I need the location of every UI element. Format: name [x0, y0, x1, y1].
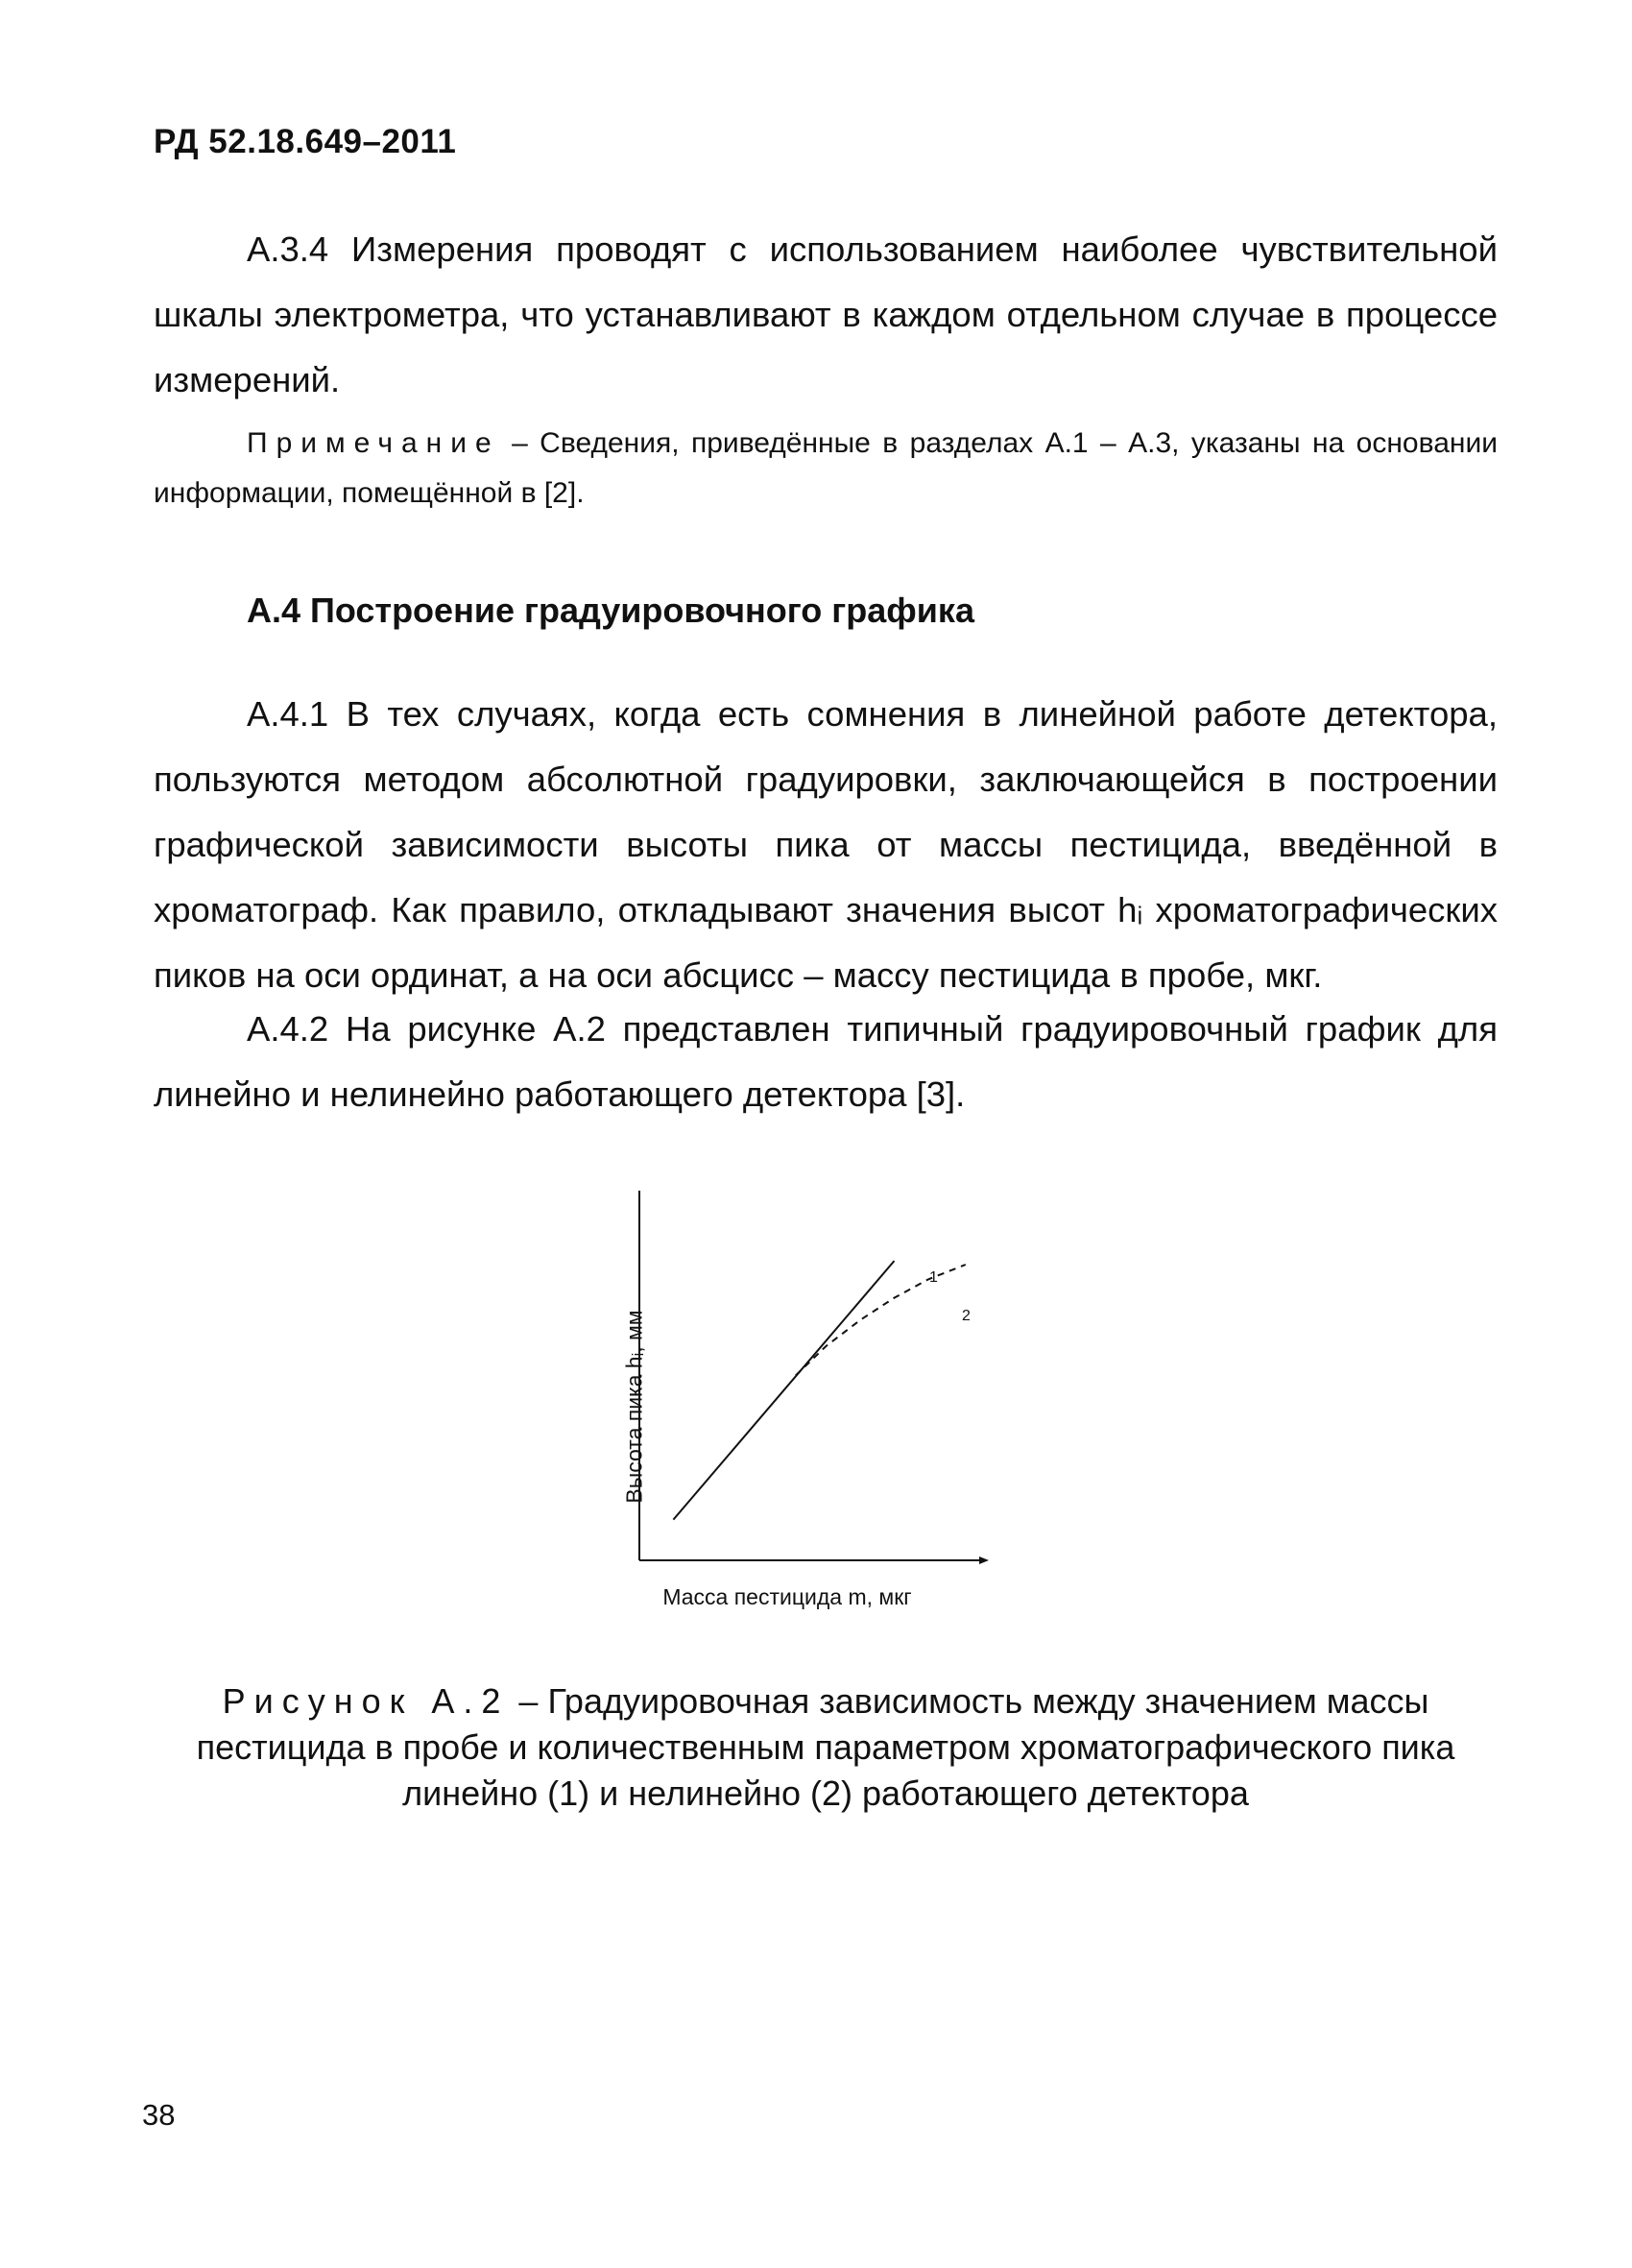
section-heading-a-4: А.4 Построение градуировочного графика — [247, 591, 974, 630]
figure-caption — [154, 1678, 1498, 1817]
y-axis-label: Высота пика hᵢ, мм — [621, 1310, 647, 1504]
x-axis-arrow — [979, 1556, 989, 1564]
paragraph-a-4-1: А.4.1 В тех случаях, когда есть сомнения в линейной работе детектора, пользуются методом абсолютной градуировки, заключающейся в построении графической зависимости высоты пика от массы пестицида, введённой в хроматограф. Как правило, откладывают значения высот hᵢ хроматографических пиков на оси ординат, а на оси абсцисс – массу пестицида в пробе, мкг. — [154, 694, 1498, 995]
series-1-label: 1 — [929, 1269, 938, 1286]
paragraph-a-3-4: А.3.4 Измерения проводят с использованием наиболее чувствительной шкалы электрометра, что устанавливают в каждом отдельном случае в процессе измерений. — [154, 229, 1498, 399]
note-paragraph — [154, 419, 1498, 519]
figure-caption-text: – Градуировочная зависимость между значением массы пестицида в пробе и количественным параметром хроматографического пика линейно (1) и нелинейно (2) работающего детектора — [196, 1681, 1455, 1813]
x-axis-label: Масса пестицида m, мкг — [662, 1584, 912, 1609]
page-number: 38 — [142, 2098, 176, 2132]
series-2-line — [796, 1265, 966, 1376]
series-layer — [673, 1261, 965, 1520]
note-label: Примечание — [247, 427, 500, 459]
series-1-line — [673, 1261, 894, 1520]
paragraph-a-4-2: А.4.2 На рисунке А.2 представлен типичный градуировочный график для линейно и нелинейно работающего детектора [3]. — [154, 1009, 1498, 1114]
calibration-chart — [576, 1181, 1018, 1642]
series-2-label: 2 — [962, 1308, 971, 1324]
figure-caption-label: Рисунок А.2 — [222, 1681, 510, 1721]
note-text: – Сведения, приведённые в разделах А.1 – А.3, указаны на основании информации, помещённой в [2]. — [154, 427, 1498, 509]
document-code: РД 52.18.649–2011 — [154, 123, 457, 160]
